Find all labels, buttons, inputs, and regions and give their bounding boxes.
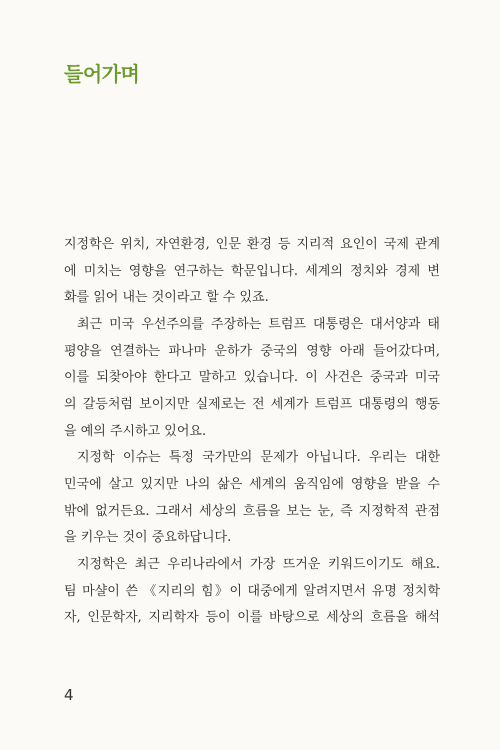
- page-number: 4: [64, 686, 74, 704]
- text-line: 지정학 이슈는 특정 국가만의 문제가 아닙니다. 우리는 대한: [77, 450, 440, 466]
- text-line: 팀 마샬이 쓴 《지리의 힘》이 대중에게 알려지면서 유명 정치학: [64, 583, 440, 599]
- text-line: 지정학은 최근 우리나라에서 가장 뜨거운 키워드이기도 해요.: [77, 556, 440, 572]
- text-line: 에 미치는 영향을 연구하는 학문입니다. 세계의 정치와 경제 변: [64, 263, 440, 279]
- chapter-heading: 들어가며: [64, 62, 140, 86]
- text-line: 자, 인문학자, 지리학자 등이 이를 바탕으로 세상의 흐름을 해석: [64, 610, 440, 626]
- text-line: 이를 되찾아야 한다고 말하고 있습니다. 이 사건은 중국과 미국: [64, 370, 440, 386]
- body-text: [64, 232, 440, 632]
- text-line: 민국에 살고 있지만 나의 삶은 세계의 움직임에 영향을 받을 수: [64, 476, 440, 492]
- text-line: 을 예의 주시하고 있어요.: [64, 423, 207, 439]
- text-line: 의 갈등처럼 보이지만 실제로는 전 세계가 트럼프 대통령의 행동: [64, 396, 440, 412]
- text-line: 지정학은 위치, 자연환경, 인문 환경 등 지리적 요인이 국제 관계: [64, 237, 440, 252]
- text-line: 최근 미국 우선주의를 주장하는 트럼프 대통령은 대서양과 태: [77, 316, 440, 332]
- text-line: 밖에 없거든요. 그래서 세상의 흐름을 보는 눈, 즉 지정학적 관점: [64, 503, 440, 519]
- text-line: 을 키우는 것이 중요하답니다.: [64, 530, 232, 546]
- text-line: 화를 읽어 내는 것이라고 할 수 있죠.: [64, 290, 269, 306]
- text-line: 평양을 연결하는 파나마 운하가 중국의 영향 아래 들어갔다며,: [64, 343, 440, 359]
